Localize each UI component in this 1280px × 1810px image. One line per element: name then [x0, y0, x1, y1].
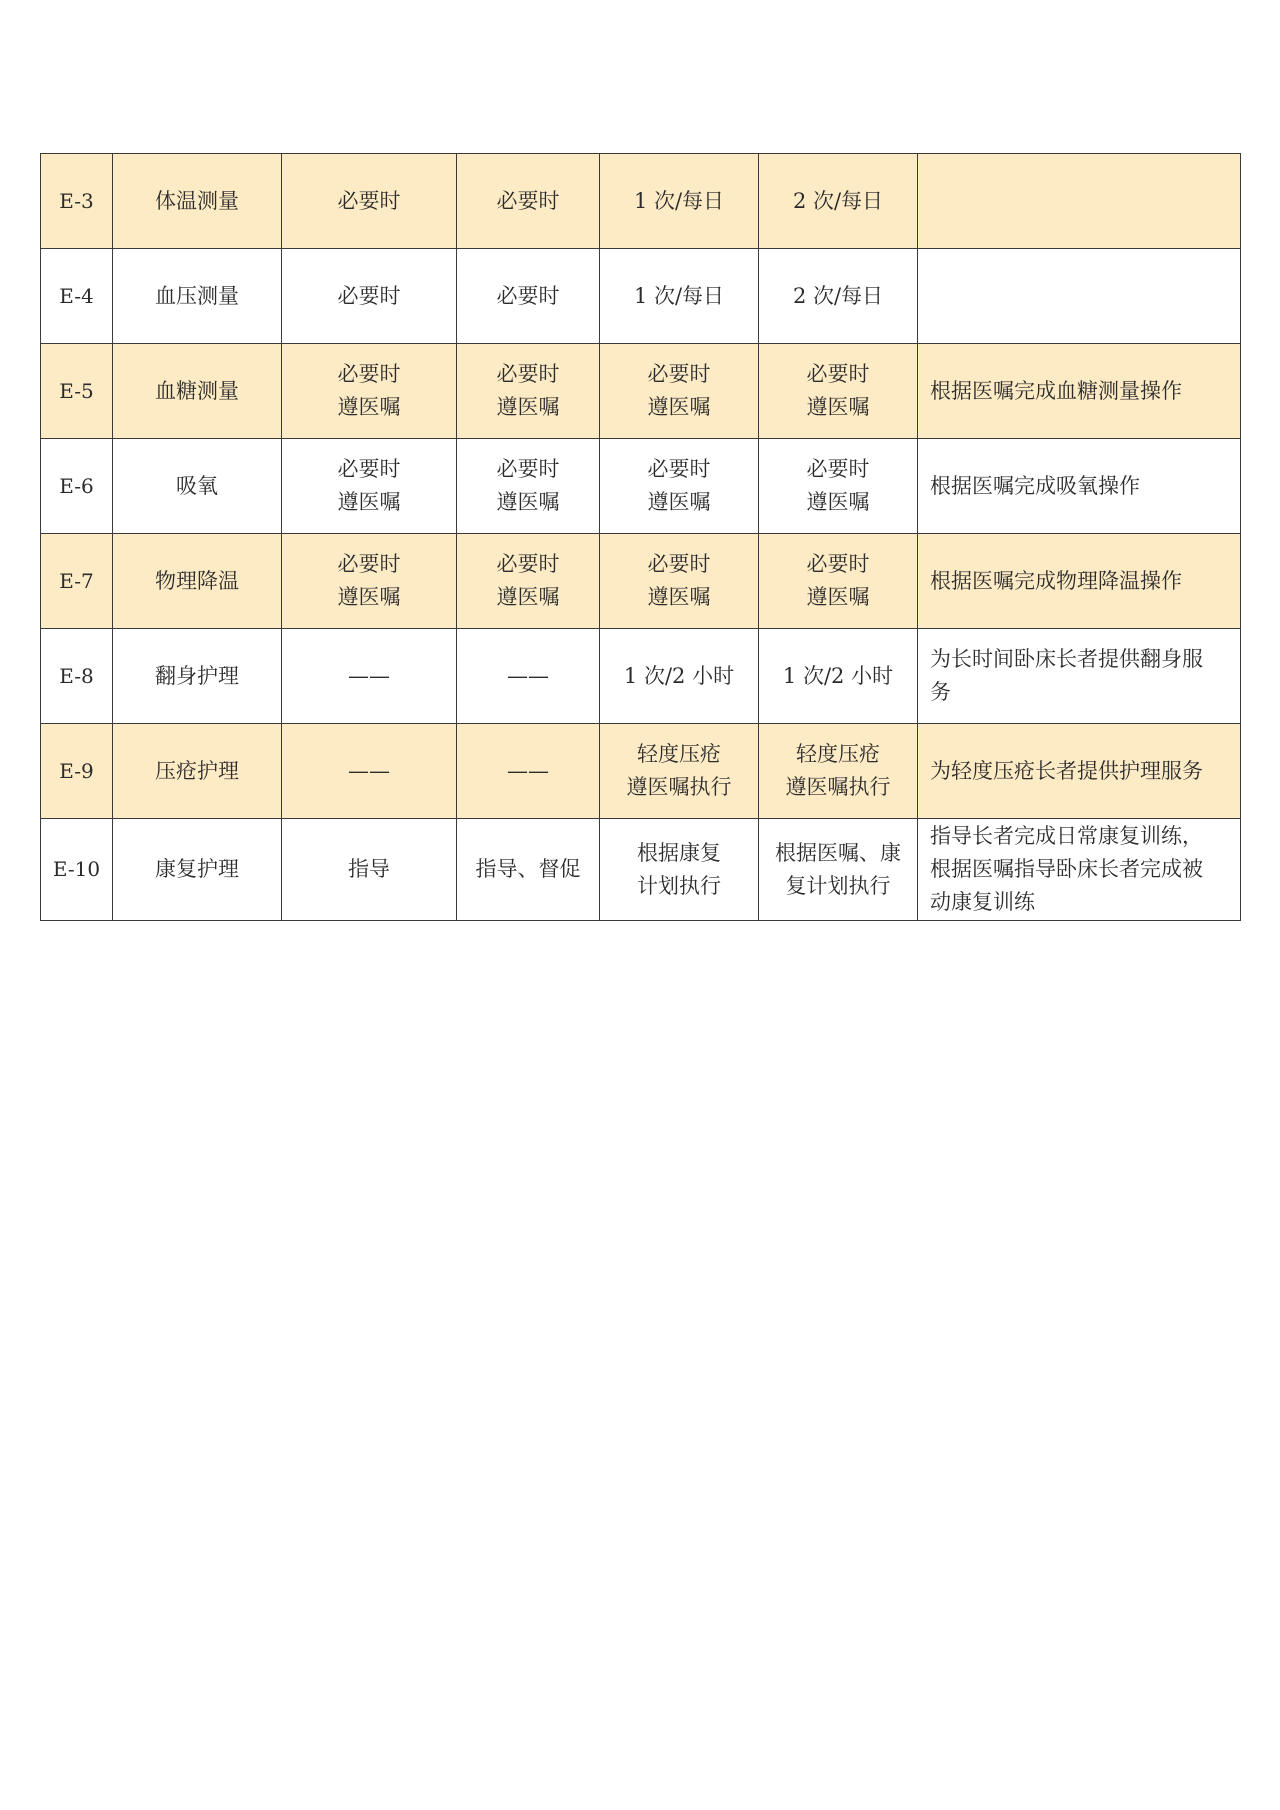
cell-text-line: 必要时	[337, 552, 401, 576]
cell-text-line: 指导	[348, 857, 390, 881]
cell-text-line: 根据医嘱完成血糖测量操作	[930, 378, 1182, 403]
cell-text-line: 为长时间卧床长者提供翻身服	[930, 647, 1203, 671]
cell-text-line: 必要时	[337, 362, 401, 386]
level-4-cell	[759, 819, 918, 921]
level-1-cell	[282, 629, 457, 724]
cell-text-line: 指导、督促	[475, 857, 581, 881]
service-code-cell: E-3	[41, 154, 113, 249]
cell-text-line: 必要时	[496, 552, 560, 576]
cell-text-line: 遵医嘱	[647, 585, 711, 609]
cell-text-line: 动康复训练	[930, 890, 1035, 914]
cell-text-line: 计划执行	[637, 873, 721, 898]
service-code-cell: E-7	[41, 534, 113, 629]
service-note-cell	[918, 249, 1241, 344]
service-code-cell: E-8	[41, 629, 113, 724]
cell-text-line: 遵医嘱执行	[785, 775, 891, 799]
level-2-cell	[457, 629, 600, 724]
cell-text-line: 务	[930, 680, 951, 704]
cell-text-line: 复计划执行	[785, 873, 891, 898]
level-3-cell	[600, 534, 759, 629]
cell-text-line: 为轻度压疮长者提供护理服务	[930, 758, 1203, 783]
table-body	[41, 154, 1241, 921]
service-item-cell: 体温测量	[113, 154, 282, 249]
level-4-cell	[759, 534, 918, 629]
table-row	[41, 819, 1241, 921]
table-row	[41, 249, 1241, 344]
cell-text-line: ——	[348, 758, 390, 783]
cell-text-line: 1 次/2 小时	[623, 663, 735, 688]
service-item-cell: 吸氧	[113, 439, 282, 534]
service-note-cell	[918, 344, 1241, 439]
cell-text-line: 遵医嘱	[337, 585, 401, 609]
service-note-cell	[918, 154, 1241, 249]
cell-text-line: 轻度压疮	[637, 742, 721, 766]
level-1-cell	[282, 534, 457, 629]
cell-text-line: 必要时	[647, 362, 711, 386]
level-3-cell	[600, 629, 759, 724]
level-3-cell	[600, 249, 759, 344]
level-2-cell	[457, 819, 600, 921]
cell-text-line: 遵医嘱	[806, 585, 870, 609]
service-note-cell	[918, 534, 1241, 629]
cell-text-line: 必要时	[496, 362, 560, 386]
cell-text-line: 必要时	[337, 283, 401, 308]
level-3-cell	[600, 344, 759, 439]
service-item-cell: 翻身护理	[113, 629, 282, 724]
cell-text-line: 遵医嘱	[496, 490, 560, 514]
service-code-cell: E-6	[41, 439, 113, 534]
service-item-cell: 压疮护理	[113, 724, 282, 819]
cell-text-line: 必要时	[337, 188, 401, 213]
level-1-cell	[282, 249, 457, 344]
cell-text-line: 必要时	[496, 457, 560, 481]
service-item-cell: 血压测量	[113, 249, 282, 344]
cell-text-line: 必要时	[496, 283, 560, 308]
cell-text-line: 遵医嘱	[806, 395, 870, 419]
level-1-cell	[282, 344, 457, 439]
service-code-cell: E-5	[41, 344, 113, 439]
level-1-cell	[282, 439, 457, 534]
cell-text-line: 根据康复	[637, 840, 721, 865]
table-row	[41, 344, 1241, 439]
table-row	[41, 629, 1241, 724]
service-item-cell: 物理降温	[113, 534, 282, 629]
service-code-cell: E-10	[41, 819, 113, 921]
service-note-cell	[918, 439, 1241, 534]
cell-text-line: 1 次/每日	[633, 283, 725, 308]
cell-text-line: 根据医嘱完成吸氧操作	[930, 473, 1140, 498]
cell-text-line: 必要时	[647, 457, 711, 481]
service-code-cell: E-4	[41, 249, 113, 344]
cell-text-line: ——	[507, 663, 549, 688]
level-4-cell	[759, 629, 918, 724]
cell-text-line: 必要时	[806, 552, 870, 576]
cell-text-line: 2 次/每日	[792, 283, 884, 308]
table-row	[41, 154, 1241, 249]
level-4-cell	[759, 724, 918, 819]
level-2-cell	[457, 154, 600, 249]
level-1-cell	[282, 724, 457, 819]
level-4-cell	[759, 439, 918, 534]
cell-text-line: 遵医嘱执行	[626, 775, 732, 799]
service-code-cell: E-9	[41, 724, 113, 819]
service-note-cell	[918, 819, 1241, 921]
level-1-cell	[282, 819, 457, 921]
cell-text-line: 2 次/每日	[792, 188, 884, 213]
cell-text-line: 必要时	[337, 457, 401, 481]
cell-text-line: 根据医嘱完成物理降温操作	[930, 568, 1182, 593]
cell-text-line: 轻度压疮	[796, 742, 880, 766]
level-4-cell	[759, 154, 918, 249]
level-3-cell	[600, 439, 759, 534]
level-1-cell	[282, 154, 457, 249]
level-2-cell	[457, 439, 600, 534]
service-item-cell: 血糖测量	[113, 344, 282, 439]
cell-text-line: 必要时	[806, 457, 870, 481]
cell-text-line: 根据医嘱、康	[775, 840, 901, 865]
table-row	[41, 724, 1241, 819]
cell-text-line: ——	[348, 663, 390, 688]
level-3-cell	[600, 154, 759, 249]
level-2-cell	[457, 344, 600, 439]
cell-text-line: 遵医嘱	[647, 395, 711, 419]
level-2-cell	[457, 724, 600, 819]
cell-text-line: ——	[507, 758, 549, 783]
level-2-cell	[457, 249, 600, 344]
service-note-cell	[918, 629, 1241, 724]
cell-text-line: 遵医嘱	[496, 585, 560, 609]
table-row	[41, 534, 1241, 629]
service-item-cell: 康复护理	[113, 819, 282, 921]
cell-text-line: 指导长者完成日常康复训练，	[930, 824, 1203, 848]
cell-text-line: 遵医嘱	[337, 395, 401, 419]
level-3-cell	[600, 819, 759, 921]
level-4-cell	[759, 249, 918, 344]
level-4-cell	[759, 344, 918, 439]
cell-text-line: 遵医嘱	[806, 490, 870, 514]
cell-text-line: 必要时	[496, 188, 560, 213]
service-note-cell	[918, 724, 1241, 819]
table-row	[41, 439, 1241, 534]
cell-text-line: 遵医嘱	[496, 395, 560, 419]
cell-text-line: 遵医嘱	[647, 490, 711, 514]
level-2-cell	[457, 534, 600, 629]
cell-text-line: 遵医嘱	[337, 490, 401, 514]
cell-text-line: 1 次/2 小时	[782, 663, 894, 688]
cell-text-line: 根据医嘱指导卧床长者完成被	[930, 857, 1203, 881]
cell-text-line: 1 次/每日	[633, 188, 725, 213]
care-service-table	[40, 153, 1241, 921]
cell-text-line: 必要时	[806, 362, 870, 386]
level-3-cell	[600, 724, 759, 819]
cell-text-line: 必要时	[647, 552, 711, 576]
